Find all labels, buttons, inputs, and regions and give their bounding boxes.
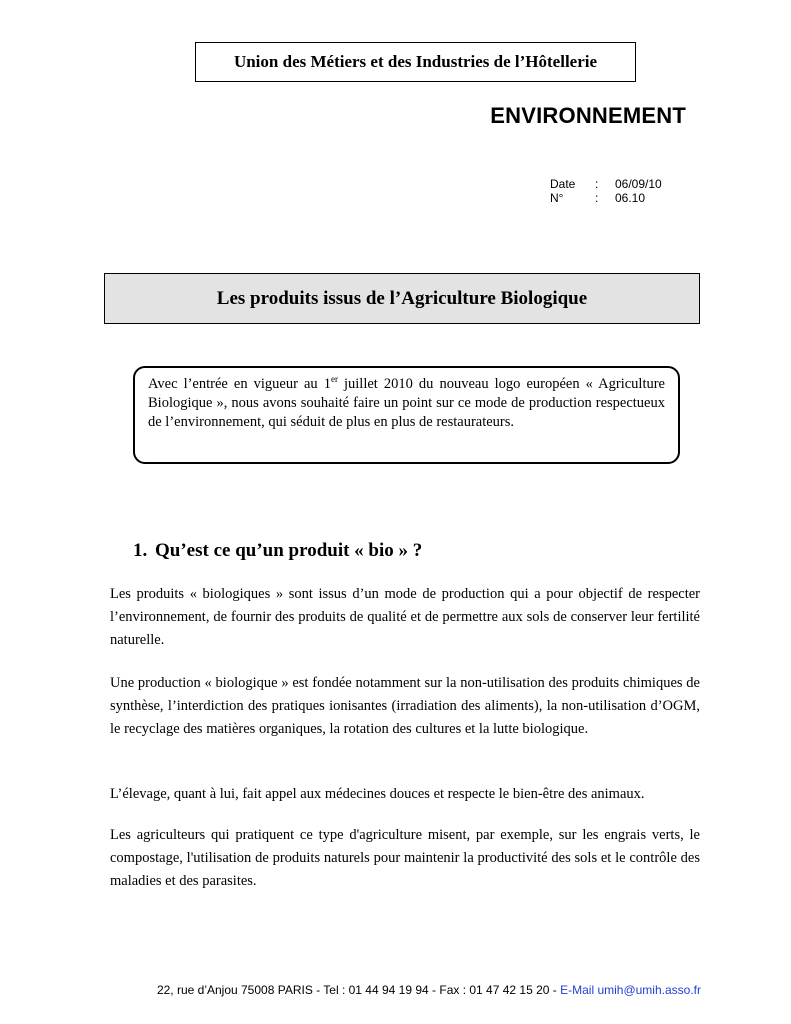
paragraph-4: Les agriculteurs qui pratiquent ce type d'agriculture misent, par exemple, sur les engrais verts, le compostage, l'utilisation de produits naturels pour maintenir la productivité des sols et le contrôle des maladies et des parasites. [110,827,700,889]
section-title: ENVIRONNEMENT [490,103,686,128]
intro-superscript: er [330,374,338,385]
organization-name: Union des Métiers et des Industries de l’Hôtellerie [233,52,598,71]
date-label: Date [550,177,576,191]
paragraph-2: Une production « biologique » est fondée notamment sur la non-utilisation des produits chimiques de synthèse, l’interdiction des pratiques ionisantes (irradiation des aliments), la non-utilisation d’OGM, le recyclage des matières organiques, la rotation des cultures et la lutte biologique. [110,675,700,737]
intro-text-start: Avec l’entrée en vigueur au 1 [148,376,331,392]
document-meta [550,177,662,205]
document-title: Les produits issus de l’Agriculture Biologique [216,287,588,309]
section-heading-text: Qu’est ce qu’un produit « bio » ? [155,540,423,561]
organization-header-box [195,42,636,82]
meta-date-row [550,177,662,191]
date-separator: : [595,177,599,191]
paragraph-1: Les produits « biologiques » sont issus d’un mode de production qui a pour objectif de respecter l’environnement, de fournir des produits de qualité et de permettre aux sols de conserver leur fertilité naturelle. [110,586,700,648]
intro-box [133,366,680,464]
footer-address: 22, rue d’Anjou 75008 PARIS - Tel : 01 44 94 19 94 - Fax : 01 47 42 15 20 - [156,983,561,997]
section-heading [133,540,422,562]
number-separator: : [595,191,599,205]
number-label: N° [550,191,564,205]
section-number: 1. [133,540,148,561]
document-title-box [104,273,700,324]
paragraph-3: L’élevage, quant à lui, fait appel aux médecines douces et respecte le bien-être des animaux. [110,786,645,802]
intro-text-rest: juillet 2010 du nouveau logo européen « Agriculture Biologique », nous avons souhaité faire un point sur ce mode de production respectueux de l’environnement, qui séduit de plus en plus de restaurateurs. [148,376,665,430]
footer-email-link[interactable]: E-Mail umih@umih.asso.fr [560,983,701,997]
date-value: 06/09/10 [615,177,662,191]
number-value: 06.10 [615,191,646,205]
meta-number-row [550,191,662,205]
footer [0,983,701,997]
